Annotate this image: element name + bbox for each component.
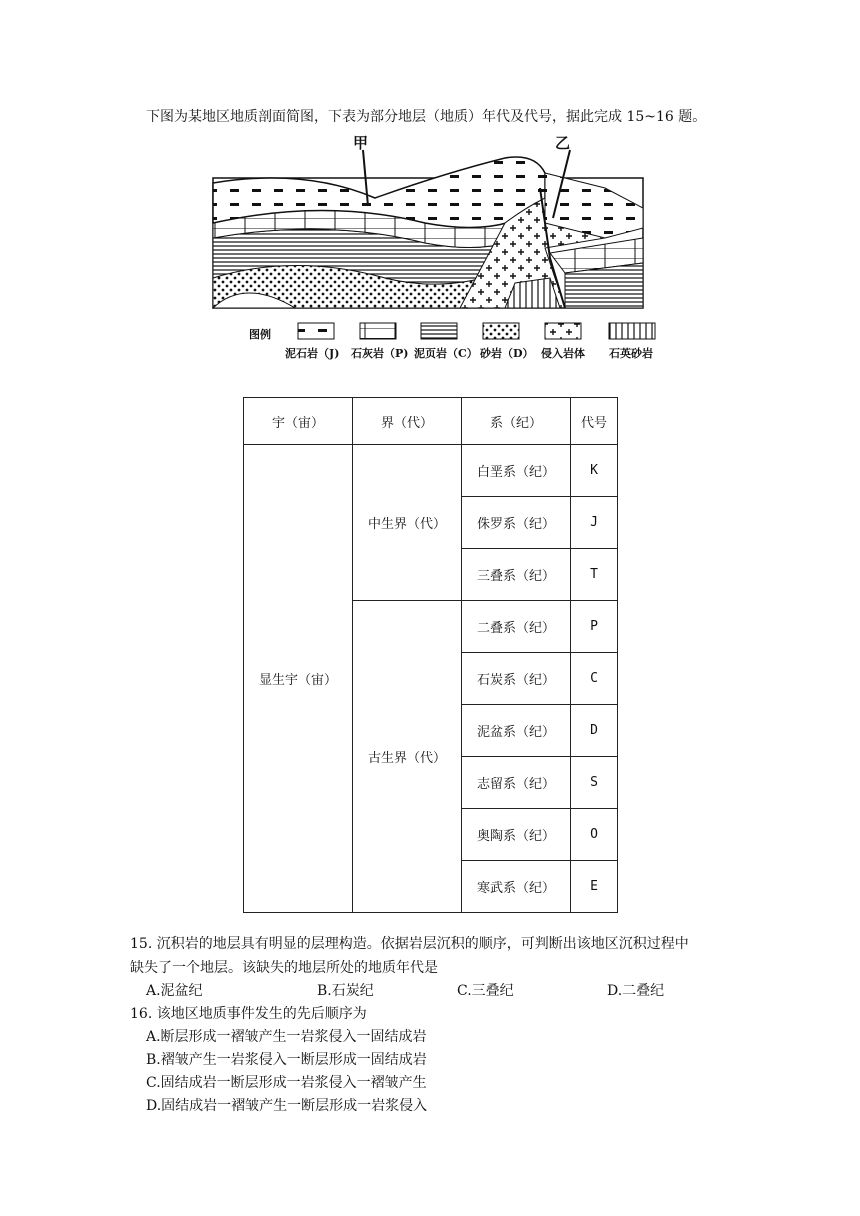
system-cell: 白垩系（纪）: [462, 445, 571, 497]
q15-line2: 缺失了一个地层。该缺失的地层所处的地质年代是: [130, 960, 438, 976]
code-cell: S: [571, 757, 618, 809]
q16-option-b: B.褶皱产生一岩浆侵入一断层形成一固结成岩: [146, 1052, 427, 1068]
q16-option-a: A.断层形成一褶皱产生一岩浆侵入一固结成岩: [146, 1029, 427, 1045]
q15-option-d: D.二叠纪: [607, 983, 665, 999]
legend-mudstone: 泥石岩（J): [285, 347, 340, 360]
system-cell: 侏罗系（纪）: [462, 497, 571, 549]
q16-stem: 16. 该地区地质事件发生的先后顺序为: [130, 1006, 367, 1022]
intro-text: 下图为某地区地质剖面简图，下表为部分地层（地质）年代及代号，据此完成 15~16 题。: [146, 109, 707, 125]
geologic-time-table: [243, 397, 618, 913]
code-cell: D: [571, 705, 618, 757]
geologic-section-figure: [205, 128, 665, 363]
label-jia: 甲: [353, 134, 369, 152]
code-cell: E: [571, 861, 618, 913]
legend-shale: 泥页岩（C）: [414, 347, 478, 360]
q15-option-b: B.石炭纪: [317, 983, 374, 999]
system-cell: 三叠系（纪）: [462, 549, 571, 601]
legend-limestone: 石灰岩（P): [351, 347, 409, 360]
code-cell: T: [571, 549, 618, 601]
code-cell: P: [571, 601, 618, 653]
code-cell: C: [571, 653, 618, 705]
eon-cell: 显生宇（宙）: [244, 445, 353, 913]
q16-option-d: D.固结成岩一褶皱产生一断层形成一岩浆侵入: [146, 1098, 428, 1114]
header-code: 代号: [571, 398, 618, 445]
q15-line1: 15. 沉积岩的地层具有明显的层理构造。依据岩层沉积的顺序，可判断出该地区沉积过程中: [130, 936, 689, 952]
system-cell: 奥陶系（纪）: [462, 809, 571, 861]
code-cell: J: [571, 497, 618, 549]
q16-option-c: C.固结成岩一断层形成一岩浆侵入一褶皱产生: [146, 1075, 427, 1091]
system-cell: 二叠系（纪）: [462, 601, 571, 653]
header-system: 系（纪）: [462, 398, 571, 445]
q15-option-a: A.泥盆纪: [146, 983, 203, 999]
label-yi: 乙: [555, 134, 571, 152]
table-row: [244, 445, 618, 497]
cross-section-svg: [205, 128, 665, 363]
system-cell: 泥盆系（纪）: [462, 705, 571, 757]
code-cell: K: [571, 445, 618, 497]
legend-sandstone: 砂岩（D）: [480, 347, 534, 360]
legend-title: 图例: [249, 328, 271, 341]
era-paleozoic-cell: 古生界（代）: [353, 601, 462, 913]
q15-option-c: C.三叠纪: [457, 983, 514, 999]
table-header-row: [244, 398, 618, 445]
system-cell: 志留系（纪）: [462, 757, 571, 809]
legend-intrusion: 侵入岩体: [541, 347, 585, 360]
era-mesozoic-cell: 中生界（代）: [353, 445, 462, 601]
system-cell: 寒武系（纪）: [462, 861, 571, 913]
legend-quartz: 石英砂岩: [609, 347, 653, 360]
header-eon: 宇（宙）: [244, 398, 353, 445]
system-cell: 石炭系（纪）: [462, 653, 571, 705]
code-cell: O: [571, 809, 618, 861]
header-era: 界（代）: [353, 398, 462, 445]
